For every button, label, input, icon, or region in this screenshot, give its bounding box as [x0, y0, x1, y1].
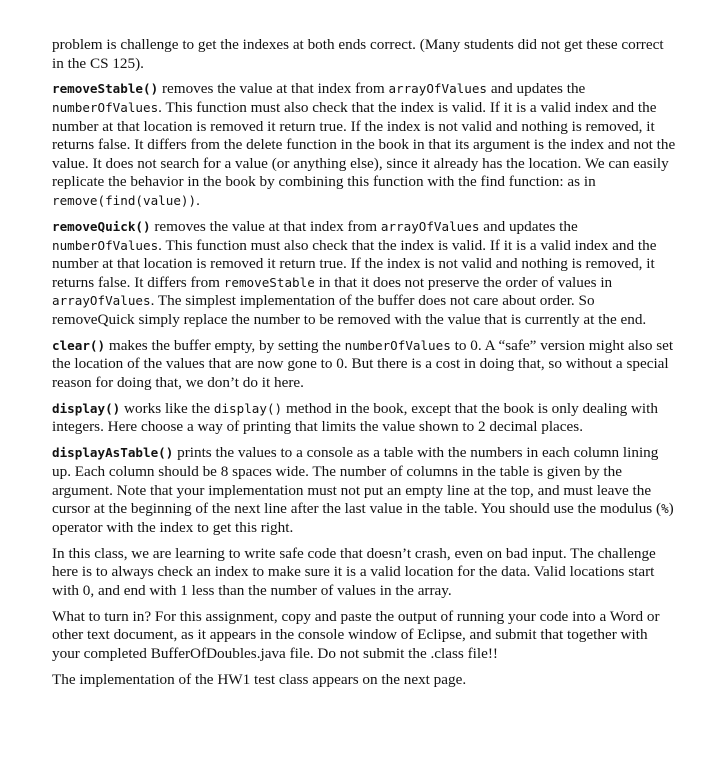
paragraph-display-as-table: [52, 444, 678, 537]
remove-stable-method-name: removeStable(): [52, 81, 159, 97]
paragraph-safe-code: [52, 545, 678, 601]
remove-stable-code-1: arrayOfValues: [388, 81, 488, 97]
turn-in-text: What to turn in? For this assignment, copy and paste the output of running your code into a Word or other text document, as it appears in the console window of Eclipse, and submit that together with your completed BufferOfDoubles.java file. Do not submit the .class file!!: [52, 607, 660, 662]
display-as-table-code-1: %: [661, 501, 669, 517]
remove-quick-text-5: . The simplest implementation of the buffer does not care about order. So removeQuick simply replace the number to be removed with the value that is currently at the end.: [52, 292, 647, 328]
paragraph-display: [52, 400, 678, 437]
remove-quick-text-3: . This function must also check that the index is valid. If it is a valid index and the number at that location is removed it return true. If the index is not valid and nothing is removed, it returns false. It differs from: [52, 236, 657, 291]
remove-quick-text-2: and updates the: [479, 217, 578, 235]
paragraph-remove-quick: [52, 218, 678, 330]
paragraph-intro: [52, 36, 678, 73]
clear-text-2: to 0. A “safe” version might also set the location of the values that are now gone to 0. But there is a cost in doing that, so without a special reason for doing that, we don’t do it here.: [52, 336, 674, 391]
remove-stable-text-1: removes the value at that index from: [158, 80, 389, 98]
next-page-text: The implementation of the HW1 test class appears on the next page.: [52, 670, 467, 688]
remove-quick-code-3: removeStable: [223, 274, 315, 290]
remove-stable-text-3: . This function must also check that the index is valid. If it is a valid index and the number at that location is removed it return true. If the index is not valid and nothing is removed, it returns false. It differs from the delete function in the book in that its argument is the index and not the value. It does not search for a value (or anything else), since it already has the location. We can easily replicate the behavior in the book by combining this function with the find function: as in: [52, 99, 676, 191]
remove-stable-text-4: .: [196, 192, 200, 210]
display-as-table-text-2: ) operator with the index to get this right.: [52, 500, 674, 536]
clear-text-1: makes the buffer empty, by setting the: [105, 336, 345, 354]
remove-stable-code-3: remove(find(value)): [52, 193, 197, 209]
clear-code-1: numberOfValues: [344, 337, 451, 353]
remove-quick-code-2: numberOfValues: [52, 237, 159, 253]
remove-quick-text-4: in that it does not preserve the order of values in: [314, 273, 613, 291]
paragraph-clear: [52, 337, 678, 393]
remove-quick-method-name: removeQuick(): [52, 218, 151, 234]
safe-code-text: In this class, we are learning to write safe code that doesn’t crash, even on bad input. The challenge here is to always check an index to make sure it is a valid location for the data. Valid locations start with 0, and end with 1 less than the number of values in the array.: [52, 544, 656, 599]
remove-stable-code-2: numberOfValues: [52, 100, 159, 116]
remove-stable-text-2: and updates the: [487, 80, 586, 98]
document-page: [52, 36, 678, 697]
display-as-table-text-1: prints the values to a console as a table with the numbers in each column lining up. Each column should be 8 spaces wide. The number of columns in the table is given by the argument. Note that your implementation must not put an empty line at the top, and must leave the cursor at the beginning of the next line after the last value in the table. You should use the modulus (: [52, 444, 662, 518]
remove-quick-text-1: removes the value at that index from: [150, 217, 381, 235]
remove-quick-code-4: arrayOfValues: [52, 293, 151, 309]
intro-text: problem is challenge to get the indexes at both ends correct. (Many students did not get these correct in the CS 125).: [52, 36, 664, 72]
clear-method-name: clear(): [52, 337, 106, 353]
display-text-1: works like the: [120, 399, 214, 417]
display-code-1: display(): [213, 400, 283, 416]
display-as-table-method-name: displayAsTable(): [52, 445, 174, 461]
display-text-2: method in the book, except that the book is only dealing with integers. Here choose a way of printing that limits the value shown to 2 decimal places.: [52, 399, 658, 436]
paragraph-next-page: [52, 671, 678, 690]
remove-quick-code-1: arrayOfValues: [380, 218, 480, 234]
display-method-name: display(): [52, 400, 121, 416]
paragraph-remove-stable: [52, 80, 678, 210]
paragraph-turn-in: [52, 608, 678, 664]
